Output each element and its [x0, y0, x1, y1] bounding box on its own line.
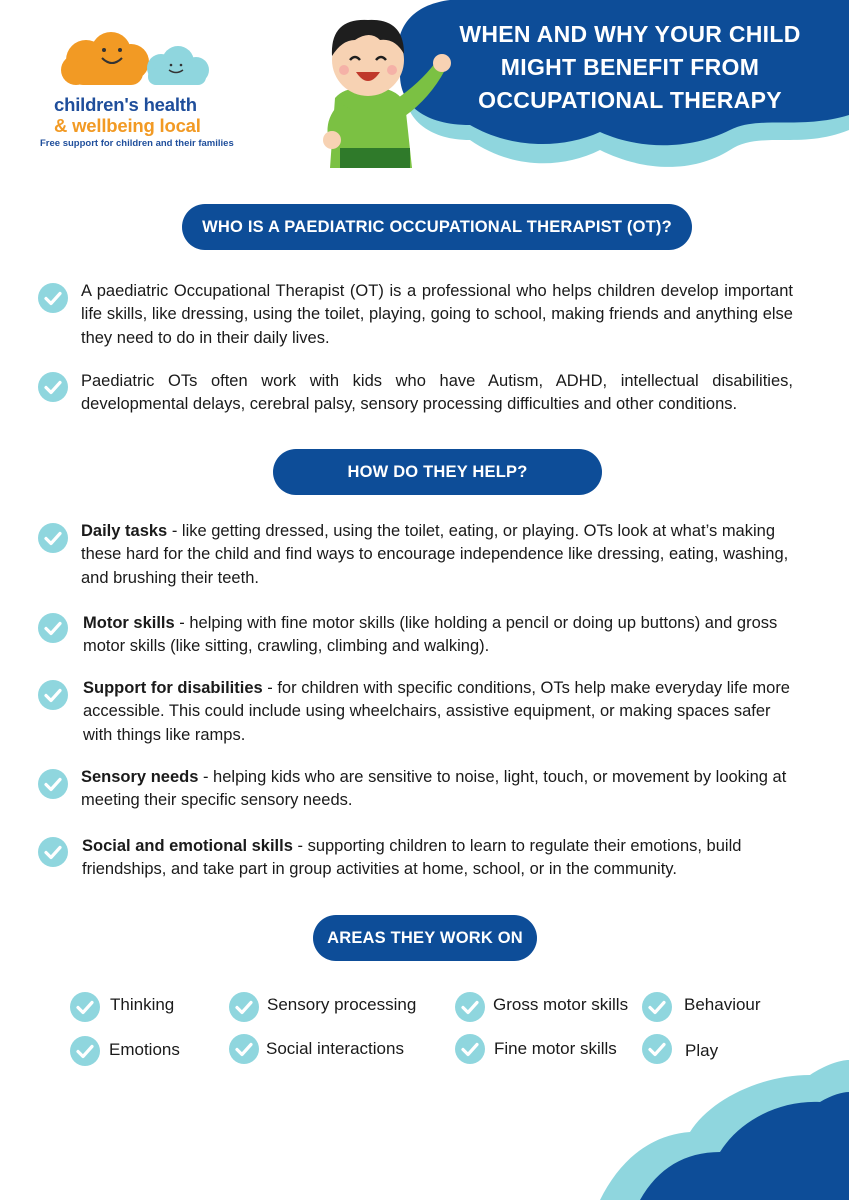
area-social-interactions: Social interactions — [266, 1039, 404, 1058]
check-circle-icon — [38, 680, 68, 710]
how-item-text: - helping with fine motor skills (like holding a pencil or doing up buttons) and gross motor skills (like sitting, crawling, climbing and walking). — [83, 614, 778, 656]
logo-tagline: Free support for children and their families — [40, 138, 234, 149]
check-circle-icon — [38, 523, 68, 553]
area-behaviour: Behaviour — [684, 995, 761, 1014]
area-sensory-processing: Sensory processing — [267, 995, 417, 1014]
how-item-title: Sensory needs — [81, 768, 199, 786]
check-circle-icon — [70, 992, 100, 1022]
how-item-motor-skills — [83, 612, 795, 659]
how-item-text: - like getting dressed, using the toilet, eating, or playing. OTs look at what’s making these hard for the child and find ways to encourage independence like dressing, eating, washing, and brushing their teeth. — [81, 522, 789, 587]
check-circle-icon — [455, 1034, 485, 1064]
cheering-child-illustration — [300, 8, 455, 168]
how-item-title: Social and emotional skills — [82, 837, 293, 855]
who-item-2: Paediatric OTs often work with kids who have Autism, ADHD, intellectual disabilities, developmental delays, cerebral palsy, sensory processing difficulties and other conditions. — [81, 372, 793, 414]
section-heading-who: WHO IS A PAEDIATRIC OCCUPATIONAL THERAPIST (OT)? — [182, 204, 692, 250]
footer-cloud-decoration — [540, 1040, 849, 1200]
title-line-1: WHEN AND WHY YOUR CHILD — [459, 21, 801, 47]
title-line-3: OCCUPATIONAL THERAPY — [478, 87, 782, 113]
check-circle-icon — [38, 837, 68, 867]
check-circle-icon — [38, 613, 68, 643]
cloud-logo-icon — [36, 30, 256, 92]
title-line-2: MIGHT BENEFIT FROM — [500, 54, 760, 80]
how-item-title: Daily tasks — [81, 522, 168, 540]
area-emotions: Emotions — [109, 1040, 180, 1059]
page-title — [430, 18, 830, 117]
check-circle-icon — [38, 372, 68, 402]
area-gross-motor-skills: Gross motor skills — [493, 995, 629, 1014]
area-play: Play — [685, 1041, 719, 1060]
section-heading-areas: AREAS THEY WORK ON — [313, 915, 537, 961]
how-item-text: - supporting children to learn to regulate their emotions, build friendships, and take part in group activities at home, school, or in the community. — [82, 837, 742, 879]
check-circle-icon — [229, 1034, 259, 1064]
how-item-sensory-needs — [81, 766, 793, 813]
check-circle-icon — [70, 1036, 100, 1066]
logo-line-1: children's health — [54, 94, 197, 115]
check-circle-icon — [455, 992, 485, 1022]
how-item-social-emotional — [82, 835, 794, 882]
how-item-support-disabilities — [83, 677, 795, 747]
how-item-title: Motor skills — [83, 614, 175, 632]
check-circle-icon — [642, 992, 672, 1022]
area-fine-motor-skills: Fine motor skills — [494, 1039, 617, 1058]
how-item-title: Support for disabilities — [83, 679, 263, 697]
check-circle-icon — [38, 283, 68, 313]
check-circle-icon — [38, 769, 68, 799]
area-thinking: Thinking — [110, 995, 175, 1014]
logo — [36, 30, 256, 155]
how-item-daily-tasks — [81, 520, 793, 590]
who-item-1: A paediatric Occupational Therapist (OT) is a professional who helps children develop important life skills, like dressing, using the toilet, playing, going to school, making friends and anything else they need to do in their daily lives. — [81, 282, 793, 347]
how-item-text: - for children with specific conditions, OTs help make everyday life more accessible. This could include using wheelchairs, assistive equipment, or making spaces safer with things like ramps. — [83, 679, 790, 744]
logo-line-2: & wellbeing local — [54, 115, 201, 136]
how-item-text: - helping kids who are sensitive to noise, light, touch, or movement by looking at meeting their specific sensory needs. — [81, 768, 787, 810]
section-heading-how: HOW DO THEY HELP? — [273, 449, 602, 495]
check-circle-icon — [229, 992, 259, 1022]
